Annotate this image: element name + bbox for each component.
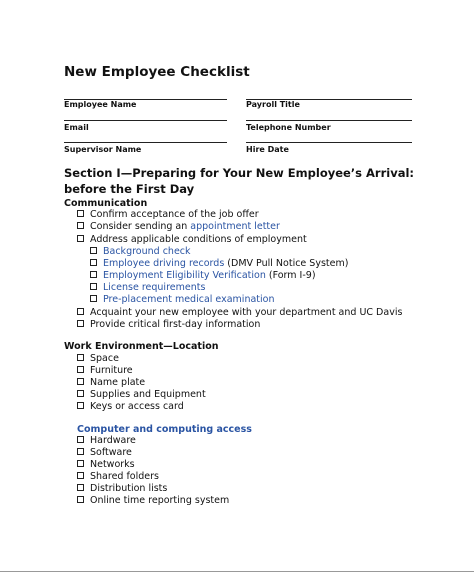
item-label: Furniture [90, 365, 133, 376]
background-check-link[interactable]: Background check [103, 246, 191, 257]
checkbox[interactable] [77, 460, 84, 467]
item-label: Shared folders [90, 471, 159, 482]
supervisor-name-label: Supervisor Name [64, 145, 142, 154]
appointment-letter-link[interactable]: appointment letter [190, 221, 280, 232]
checkbox[interactable] [90, 259, 97, 266]
driving-records-link[interactable]: Employee driving records [103, 258, 225, 269]
payroll-title-line [246, 99, 412, 100]
checklist-item-preplacement[interactable] [90, 294, 274, 306]
checklist-item-space[interactable] [77, 353, 119, 365]
item-label: Keys or access card [90, 401, 184, 412]
email-line [64, 120, 227, 121]
checkbox[interactable] [77, 496, 84, 503]
license-requirements-link[interactable]: License requirements [103, 282, 206, 293]
checklist-item-acquaint[interactable] [77, 307, 402, 319]
checklist-item-dmv[interactable] [90, 258, 348, 270]
checkbox[interactable] [90, 271, 97, 278]
item-label: Provide critical first-day information [90, 319, 261, 330]
checklist-item-time-reporting[interactable] [77, 495, 229, 507]
item-label: Confirm acceptance of the job offer [90, 209, 259, 220]
checklist-item-appointment[interactable] [77, 221, 280, 233]
communication-heading: Communication [64, 198, 148, 209]
checkbox[interactable] [77, 472, 84, 479]
checkbox[interactable] [90, 295, 97, 302]
checkbox[interactable] [77, 366, 84, 373]
item-label: Consider sending an [90, 221, 191, 232]
item-label: Networks [90, 459, 135, 470]
item-label: Distribution lists [90, 483, 168, 494]
item-label: Hardware [90, 435, 136, 446]
item-label: Supplies and Equipment [90, 389, 206, 400]
item-label: Name plate [90, 377, 146, 388]
checklist-item-supplies[interactable] [77, 389, 206, 401]
item-label: (Form I-9) [265, 270, 316, 281]
page-bottom-divider [0, 571, 474, 572]
employee-name-label: Employee Name [64, 100, 137, 109]
page-title: New Employee Checklist [64, 64, 250, 80]
email-label: Email [64, 123, 89, 132]
telephone-number-line [246, 120, 412, 121]
checklist-item-software[interactable] [77, 447, 132, 459]
checklist-item-keys[interactable] [77, 401, 184, 413]
checklist-item-confirm[interactable] [77, 209, 259, 221]
checkbox[interactable] [77, 448, 84, 455]
eligibility-verification-link[interactable]: Employment Eligibility Verification [103, 270, 266, 281]
checkbox[interactable] [77, 436, 84, 443]
checkbox[interactable] [77, 320, 84, 327]
employee-name-line [64, 99, 227, 100]
checkbox[interactable] [77, 308, 84, 315]
checklist-item-shared-folders[interactable] [77, 471, 159, 483]
section-heading-line-1: Section I—Preparing for Your New Employee’s Arrival: [64, 166, 415, 180]
checkbox[interactable] [77, 235, 84, 242]
telephone-number-label: Telephone Number [246, 123, 331, 132]
supervisor-name-line [64, 142, 227, 143]
checklist-item-license[interactable] [90, 282, 205, 294]
item-label: Address applicable conditions of employment [90, 234, 307, 245]
payroll-title-label: Payroll Title [246, 100, 300, 109]
checkbox[interactable] [90, 247, 97, 254]
checkbox[interactable] [77, 210, 84, 217]
item-label: Software [90, 447, 132, 458]
checklist-item-distribution-lists[interactable] [77, 483, 167, 495]
checklist-item-furniture[interactable] [77, 365, 133, 377]
hire-date-label: Hire Date [246, 145, 289, 154]
checkbox[interactable] [77, 484, 84, 491]
checklist-item-background[interactable] [90, 246, 191, 258]
checkbox[interactable] [77, 390, 84, 397]
checklist-item-hardware[interactable] [77, 435, 136, 447]
checkbox[interactable] [77, 222, 84, 229]
checkbox[interactable] [90, 283, 97, 290]
work-environment-heading: Work Environment—Location [64, 341, 219, 352]
checkbox[interactable] [77, 354, 84, 361]
medical-examination-link[interactable]: Pre-placement medical examination [103, 294, 275, 305]
checklist-item-address[interactable] [77, 234, 307, 246]
item-label: Online time reporting system [90, 495, 230, 506]
item-label: Acquaint your new employee with your department and UC Davis [90, 307, 403, 318]
checklist-item-name-plate[interactable] [77, 377, 145, 389]
hire-date-line [246, 142, 412, 143]
section-heading-line-2: before the First Day [64, 182, 195, 196]
computer-access-heading: Computer and computing access [77, 424, 252, 435]
checkbox[interactable] [77, 402, 84, 409]
section-heading [64, 165, 414, 197]
checkbox[interactable] [77, 378, 84, 385]
checklist-item-eligibility[interactable] [90, 270, 316, 282]
checklist-item-networks[interactable] [77, 459, 135, 471]
item-label: (DMV Pull Notice System) [224, 258, 349, 269]
checklist-item-critical[interactable] [77, 319, 260, 331]
item-label: Space [90, 353, 119, 364]
